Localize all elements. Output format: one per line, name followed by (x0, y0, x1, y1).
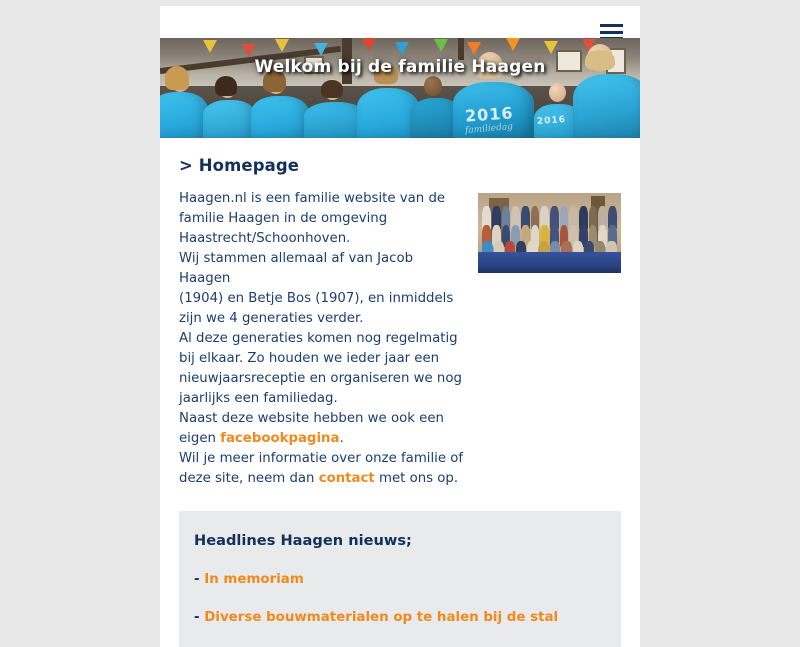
intro-line-7: Al deze generaties komen nog regelmatig (179, 331, 458, 346)
banner-head-8 (549, 83, 566, 102)
page-title: > Homepage (179, 156, 300, 175)
banner-flag-2 (242, 44, 256, 57)
headline-item (194, 571, 606, 589)
intro-line-5: (1904) en Betje Bos (1907), en inmiddels (179, 291, 454, 306)
banner-flag-8 (467, 42, 481, 55)
banner-person-9 (573, 74, 640, 138)
main-content (160, 138, 640, 489)
intro-line-2: familie Haagen in de omgeving (179, 211, 388, 226)
headline-link-in-memoriam[interactable]: In memoriam (204, 572, 304, 587)
intro-line-3: Haastrecht/Schoonhoven. (179, 231, 351, 246)
headline-link-bouwmaterialen[interactable]: Diverse bouwmaterialen op te halen bij de stal (204, 610, 559, 625)
intro-line-12-suffix: . (339, 431, 344, 446)
intro-line-13: Wil je meer informatie over onze familie of (179, 451, 464, 466)
headlines-title: Headlines Haagen nieuws; (194, 532, 412, 549)
headline-dash: - (194, 572, 200, 587)
contact-link[interactable]: contact (318, 471, 375, 486)
headline-item (194, 609, 606, 627)
intro-line-6: zijn we 4 generaties verder. (179, 311, 364, 326)
banner-hair-4 (321, 80, 343, 98)
hamburger-bar-1 (600, 24, 623, 27)
banner-hair-2 (215, 76, 237, 96)
banner-shirt-year-2016: 2016 (464, 103, 514, 126)
banner-flag-6 (395, 42, 409, 55)
page-container (160, 6, 640, 647)
intro-line-8: bij elkaar. Zo houden we ieder jaar een (179, 351, 440, 366)
intro-line-12-prefix: eigen (179, 431, 221, 446)
banner-flag-1 (203, 40, 217, 53)
site-header (160, 6, 640, 38)
intro-line-14-prefix: deze site, neem dan (179, 471, 319, 486)
banner-flag-4 (314, 43, 328, 56)
banner-head-6 (424, 76, 442, 96)
intro-line-11: Naast deze website hebben we ook een (179, 411, 444, 426)
headlines-panel (179, 511, 621, 647)
family-group-photo (478, 193, 621, 273)
intro-line-10: jaarlijks een familiedag. (179, 391, 338, 406)
banner-flag-7 (434, 39, 448, 52)
banner-title: Welkom bij de familie Haagen (254, 57, 546, 77)
group-photo-table (478, 252, 621, 273)
banner-person-1 (160, 92, 208, 138)
banner-person-2 (203, 100, 256, 138)
intro-line-9: nieuwjaarsreceptie en organiseren we nog (179, 371, 462, 386)
hero-banner-photo (160, 38, 640, 138)
banner-flag-3 (275, 39, 289, 52)
hero-banner (160, 38, 640, 138)
hamburger-bar-2 (600, 31, 623, 34)
banner-flag-5 (362, 38, 376, 51)
intro-line-1: Haagen.nl is een familie website van de (179, 191, 446, 206)
banner-flag-9 (506, 38, 520, 51)
facebook-link[interactable]: facebookpagina (220, 431, 340, 446)
intro-text-block (179, 189, 621, 489)
banner-flag-10 (544, 41, 558, 54)
headline-dash: - (194, 610, 200, 625)
banner-shirt-familiedag: familiedag (464, 121, 514, 137)
banner-shirt-year-2016-b: 2016 (536, 114, 567, 128)
intro-line-14-suffix: met ons op. (374, 471, 459, 486)
banner-person-3 (251, 96, 309, 138)
intro-line-4: Wij stammen allemaal af van Jacob Haagen (179, 251, 414, 286)
